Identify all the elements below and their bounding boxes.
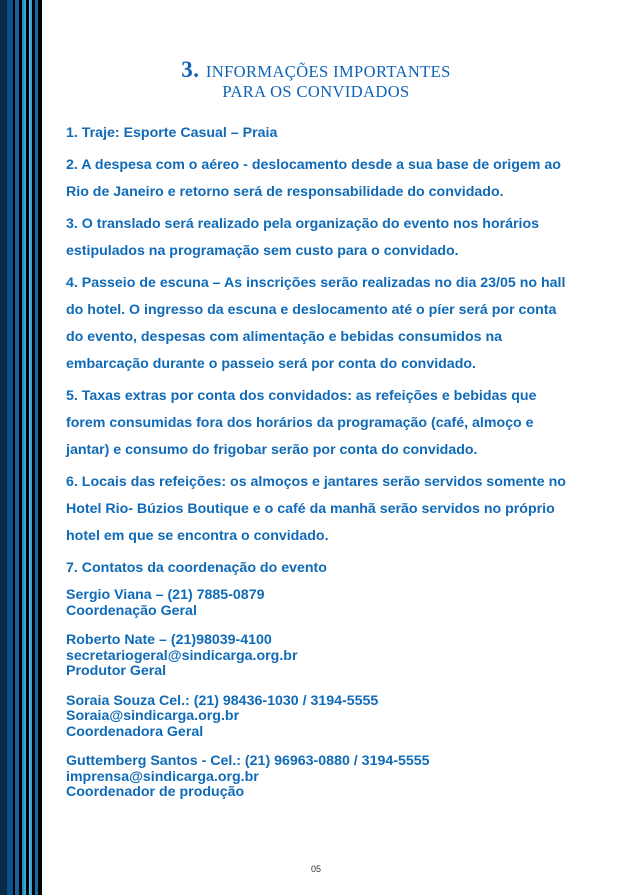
section-title xyxy=(66,57,566,102)
item-transfer: 3. O translado será realizado pela organização do evento nos horários estipulados na programação sem custo para o convidado. xyxy=(66,216,540,259)
item-contacts-heading: 7. Contatos da coordenação do evento xyxy=(66,560,327,576)
section-title-line-1: INFORMAÇÕES IMPORTANTES xyxy=(205,62,451,81)
contact-name-phone: Guttemberg Santos - Cel.: (21) 96963-0880 / 3194-5555 xyxy=(66,753,430,769)
item-dress-code: 1. Traje: Esporte Casual – Praia xyxy=(66,125,278,141)
section-title-line-2: PARA OS CONVIDADOS xyxy=(222,82,410,101)
contact-name-phone: Sergio Viana – (21) 7885-0879 xyxy=(66,587,265,603)
item-schooner-tour: 4. Passeio de escuna – As inscrições serão realizadas no dia 23/05 no hall do hotel. O ingresso da escuna e deslocamento até o píer será por conta do evento, despesas com alimentação e bebidas consumidos na embarcação durante o passeio será por conta do convidado. xyxy=(66,275,566,372)
contact-name-phone: Roberto Nate – (21)98039-4100 xyxy=(66,632,272,648)
item-meal-locations: 6. Locais das refeições: os almoços e jantares serão servidos somente no Hotel Rio- Búzios Boutique e o café da manhã serão servidos no próprio hotel em que se encontra o convidado. xyxy=(66,474,566,544)
contact-role: Coordenadora Geral xyxy=(66,723,204,740)
information-list xyxy=(66,120,566,815)
contact-email: secretariogeral@sindicarga.org.br xyxy=(66,647,298,664)
contact-sergio-viana xyxy=(66,588,566,619)
item-extra-charges: 5. Taxas extras por conta dos convidados: as refeições e bebidas que forem consumidas fora dos horários da programação (café, almoço e jantar) e consumo do frigobar serão por conta do convidado. xyxy=(66,388,537,458)
contact-role: Coordenação Geral xyxy=(66,602,197,619)
contact-role: Coordenador de produção xyxy=(66,784,245,800)
item-air-travel: 2. A despesa com o aéreo - deslocamento desde a sua base de origem ao Rio de Janeiro e retorno será de responsabilidade do convidado. xyxy=(66,157,561,200)
page-number: 05 xyxy=(310,864,321,874)
contact-role: Produtor Geral xyxy=(66,663,167,679)
contact-email: imprensa@sindicarga.org.br xyxy=(66,768,259,785)
contact-email: Soraia@sindicarga.org.br xyxy=(66,708,240,724)
contact-roberto-nate xyxy=(66,633,566,680)
decorative-side-bar xyxy=(0,0,46,895)
contact-soraia-souza xyxy=(66,694,566,741)
contact-name-phone: Soraia Souza Cel.: (21) 98436-1030 / 3194-5555 xyxy=(66,692,379,709)
section-number: 3. xyxy=(181,57,200,82)
contact-guttemberg-santos xyxy=(66,754,566,801)
